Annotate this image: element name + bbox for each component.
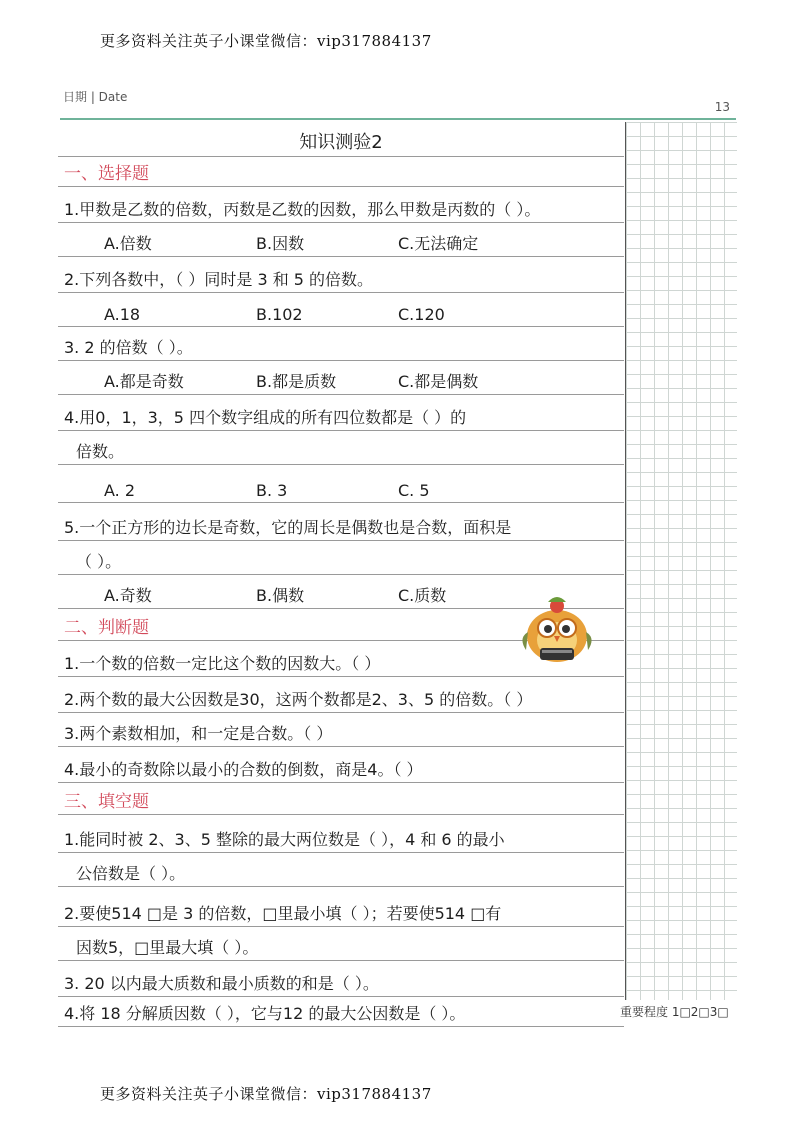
fill-q2-continued: 因数5，□里最大填（ ）。 [76, 938, 259, 957]
question-row-continued [58, 430, 624, 465]
option-a: A.都是奇数 [104, 372, 184, 391]
fill-q1: 1.能同时被 2、3、5 整除的最大两位数是（ ），4 和 6 的最小 [64, 830, 505, 849]
question-row-continued [58, 926, 624, 961]
grid-notes-column [625, 122, 737, 1000]
importance-label: 重要程度 1□2□3□ [620, 1005, 729, 1019]
section-row [58, 156, 624, 187]
options-row [58, 464, 624, 503]
question-row-continued [58, 852, 624, 887]
options-row [58, 292, 624, 327]
option-b: B.都是质数 [256, 372, 337, 391]
option-c: C. 5 [398, 481, 430, 500]
question-row [58, 186, 624, 223]
question-row [58, 746, 624, 783]
option-a: A. 2 [104, 481, 136, 500]
title-row [58, 122, 624, 157]
question-row [58, 676, 624, 713]
option-c: C.都是偶数 [398, 372, 479, 391]
options-row [58, 360, 624, 395]
section-heading-fill: 三、填空题 [64, 792, 149, 812]
option-c: C.质数 [398, 586, 447, 605]
question-row [58, 886, 624, 927]
option-b: B. 3 [256, 481, 288, 500]
judge-q1: 1.一个数的倍数一定比这个数的因数大。（ ） [64, 654, 381, 673]
question-row [58, 502, 624, 541]
date-label: 日期 | Date [63, 90, 128, 104]
judge-q2: 2.两个数的最大公因数是30，这两个数都是2、3、5 的倍数。（ ） [64, 690, 533, 709]
question-row-continued [58, 540, 624, 575]
choice-q3: 3. 2 的倍数（ ）。 [64, 338, 193, 357]
section-heading-judge: 二、判断题 [64, 618, 149, 638]
page-title: 知识测验2 [299, 132, 383, 153]
question-row [58, 960, 624, 997]
choice-q2: 2.下列各数中，（ ）同时是 3 和 5 的倍数。 [64, 270, 374, 289]
question-row [58, 814, 624, 853]
options-row [58, 222, 624, 257]
question-row [58, 712, 624, 747]
page-number: 13 [714, 100, 730, 114]
choice-q5: 5.一个正方形的边长是奇数，它的周长是偶数也是合数，面积是 [64, 518, 512, 537]
fill-q2: 2.要使514 □是 3 的倍数，□里最小填（ ）；若要使514 □有 [64, 904, 502, 923]
option-c: C.无法确定 [398, 234, 479, 253]
watermark-bottom: 更多资料关注英子小课堂微信：vip317884137 [100, 1085, 432, 1103]
choice-q4: 4.用0，1，3，5 四个数字组成的所有四位数都是（ ）的 [64, 408, 467, 427]
section-heading-choice: 一、选择题 [64, 164, 149, 184]
question-row [58, 326, 624, 361]
choice-q4-continued: 倍数。 [76, 442, 125, 461]
question-row [58, 256, 624, 293]
option-a: A.奇数 [104, 586, 152, 605]
header-rule [60, 118, 736, 120]
fill-q3: 3. 20 以内最大质数和最小质数的和是（ ）。 [64, 974, 379, 993]
section-row [58, 782, 624, 815]
question-row [58, 996, 624, 1027]
option-a: A.18 [104, 305, 141, 324]
owl-sticker-icon [512, 588, 602, 668]
choice-q5-continued: （ ）。 [76, 552, 122, 571]
judge-q4: 4.最小的奇数除以最小的合数的倒数，商是4。（ ） [64, 760, 423, 779]
fill-q1-continued: 公倍数是（ ）。 [76, 864, 186, 883]
choice-q1: 1.甲数是乙数的倍数，丙数是乙数的因数，那么甲数是丙数的（ ）。 [64, 200, 541, 219]
watermark-top: 更多资料关注英子小课堂微信：vip317884137 [100, 32, 432, 50]
option-b: B.因数 [256, 234, 305, 253]
option-b: B.102 [256, 305, 303, 324]
question-row [58, 394, 624, 431]
judge-q3: 3.两个素数相加，和一定是合数。（ ） [64, 724, 333, 743]
option-c: C.120 [398, 305, 445, 324]
option-b: B.偶数 [256, 586, 305, 605]
fill-q4: 4.将 18 分解质因数（ ），它与12 的最大公因数是（ ）。 [64, 1004, 466, 1023]
option-a: A.倍数 [104, 234, 152, 253]
